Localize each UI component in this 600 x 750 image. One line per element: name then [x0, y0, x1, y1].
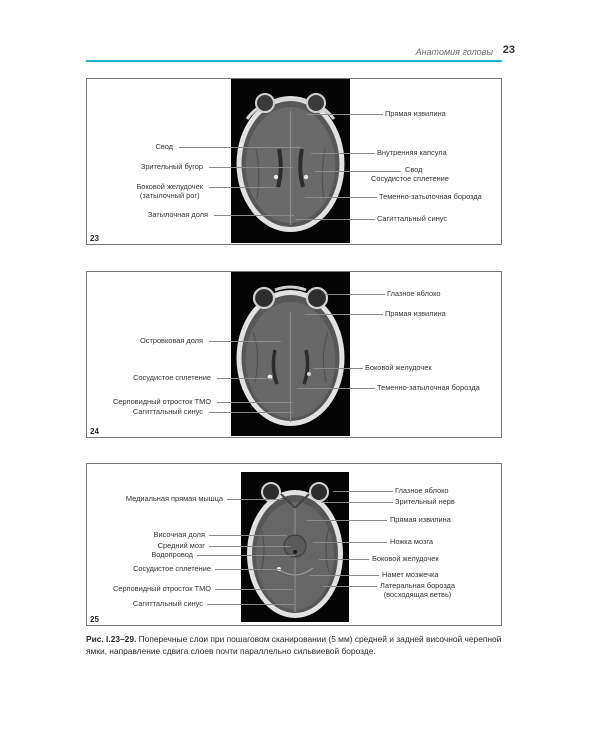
leader-line	[209, 535, 287, 536]
panel-number: 25	[90, 615, 99, 624]
panel-number: 24	[90, 427, 99, 436]
label-lateral-ventricle: Боковой желудочек	[372, 554, 439, 563]
leader-line	[297, 388, 375, 389]
label-occipital-lobe: Затылочная доля	[147, 210, 208, 219]
leader-line	[307, 520, 387, 521]
leader-line	[207, 604, 295, 605]
label-gyrus-rectus: Прямая извилина	[385, 109, 446, 118]
section-title: Анатомия головы	[415, 47, 493, 57]
label-choroid-plexus: Сосудистое сплетение	[133, 373, 211, 382]
leader-line	[215, 589, 293, 590]
label-choroid-plexus: Сосудистое сплетение	[371, 174, 449, 183]
label-svod: Свод	[155, 142, 173, 151]
leader-line	[209, 167, 293, 168]
label-cerebral-peduncle: Ножка мозга	[390, 537, 434, 546]
leader-line	[209, 341, 281, 342]
label-eyeball: Глазное яблоко	[395, 486, 449, 495]
label-eyeball: Глазное яблоко	[387, 289, 441, 298]
label-tentorium: Намет мозжечка	[382, 570, 439, 579]
leader-line	[323, 586, 377, 587]
figure-panel-24	[86, 271, 502, 438]
leader-line	[319, 559, 369, 560]
label-internal-capsule: Внутренняя капсула	[377, 148, 447, 157]
label-temporal-lobe: Височная доля	[153, 530, 205, 539]
leader-line	[315, 171, 401, 172]
leader-line	[295, 219, 375, 220]
header-rule	[86, 60, 502, 62]
leader-line	[215, 569, 281, 570]
label-falx-cerebri: Серповидный отросток ТМО	[113, 584, 211, 593]
figure-panel-23	[86, 78, 502, 245]
label-gyrus-rectus: Прямая извилина	[385, 309, 446, 318]
label-thalamus: Зрительный бугор	[140, 162, 203, 171]
leader-line	[227, 499, 283, 500]
label-sagittal-sinus: Сагиттальный синус	[377, 214, 448, 223]
leader-line	[209, 187, 275, 188]
caption-figure-ref: Рис. I.23–29.	[86, 634, 137, 644]
label-parieto-occipital-sulcus: Теменно-затылочная борозда	[379, 192, 482, 201]
leader-line	[325, 294, 385, 295]
label-choroid-plexus: Сосудистое сплетение	[133, 564, 211, 573]
leader-line	[179, 147, 301, 148]
label-parieto-occipital-sulcus: Теменно-затылочная борозда	[377, 383, 480, 392]
label-insular-lobe: Островковая доля	[140, 336, 203, 345]
leader-line	[311, 153, 375, 154]
label-lateral-ventricle: Боковой желудочек	[365, 363, 432, 372]
leader-line	[305, 314, 383, 315]
leader-line	[197, 555, 295, 556]
leader-line	[209, 412, 293, 413]
label-gyrus-rectus: Прямая извилина	[390, 515, 451, 524]
leader-line	[217, 402, 293, 403]
label-lateral-ventricle: Боковой желудочек (затылочный рог)	[136, 182, 203, 200]
leader-line	[217, 378, 271, 379]
label-sagittal-sinus: Сагиттальный синус	[132, 407, 203, 416]
label-lateral-sulcus: Латеральная борозда (восходящая ветвь)	[380, 581, 455, 599]
label-falx-cerebri: Серповидный отросток ТМО	[113, 397, 211, 406]
leader-line	[309, 575, 379, 576]
caption-text: Поперечные слои при пошаговом сканировании (5 мм) средней и задней височной черепной ямки, направление сдвига слоев почти параллельно сильвиевой борозде.	[86, 634, 502, 656]
leader-line	[307, 114, 383, 115]
leader-line	[305, 197, 377, 198]
figure-caption	[86, 634, 502, 657]
page-number: 23	[502, 44, 515, 56]
label-medial-rectus: Медиальная прямая мышца	[125, 494, 223, 503]
label-optic-nerve: Зрительный нерв	[395, 497, 455, 506]
label-midbrain: Средний мозг	[157, 541, 205, 550]
leader-line	[209, 546, 291, 547]
leader-line	[333, 491, 393, 492]
ct-scan-image	[241, 472, 349, 622]
leader-line	[214, 215, 294, 216]
leader-line	[321, 502, 393, 503]
label-svod: Свод	[405, 165, 423, 174]
leader-line	[313, 542, 387, 543]
label-sagittal-sinus: Сагиттальный синус	[132, 599, 203, 608]
panel-number: 23	[90, 234, 99, 243]
label-aqueduct: Водопровод	[151, 550, 193, 559]
figure-panel-25	[86, 463, 502, 626]
leader-line	[313, 368, 363, 369]
